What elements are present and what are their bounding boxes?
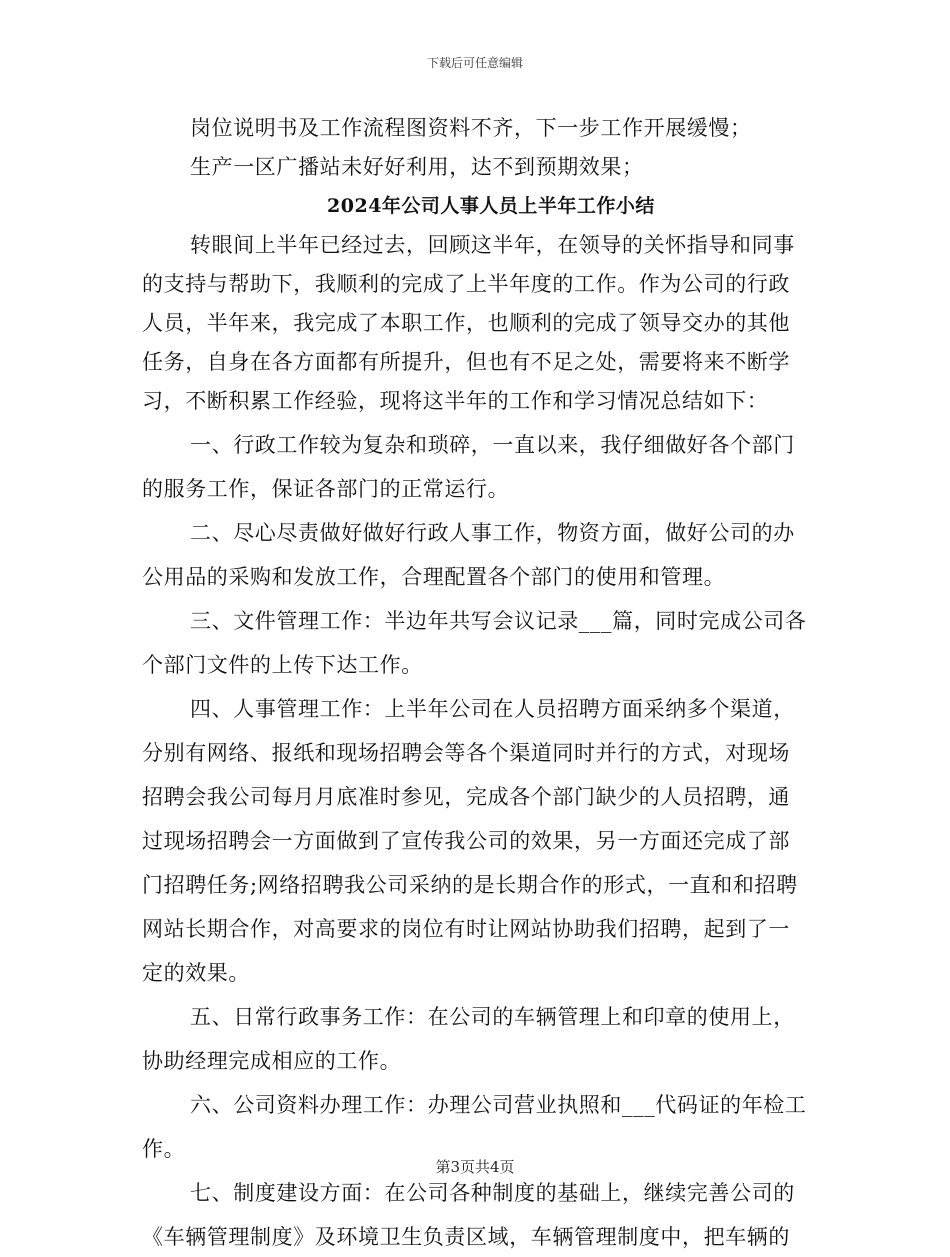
paragraph-line: 人员，半年来，我完成了本职工作，也顺利的完成了领导交办的其他 [142,311,790,335]
page-header: 下载后可任意编辑 [426,56,523,70]
paragraph-line: 五、日常行政事务工作：在公司的车辆管理上和印章的使用上， [190,1005,795,1029]
paragraph-line: 三、文件管理工作：半边年共写会议记录___篇，同时完成公司各 [190,609,807,633]
paragraph-line: 协助经理完成相应的工作。 [142,1049,402,1073]
paragraph-line: 网站长期合作，对高要求的岗位有时让网站协助我们招聘，起到了一 [142,917,790,941]
document-body [142,109,810,1257]
paragraph-line: 一、行政工作较为复杂和琐碎，一直以来，我仔细做好各个部门 [190,433,795,457]
paragraph-line: 七、制度建设方面：在公司各种制度的基础上，继续完善公司的 [190,1181,795,1205]
paragraph-line: 定的效果。 [142,961,250,985]
paragraph-line: 岗位说明书及工作流程图资料不齐，下一步工作开展缓慢； [190,116,752,140]
paragraph-line: 习，不断积累工作经验，现将这半年的工作和学习情况总结如下： [142,389,769,413]
paragraph-line: 任务，自身在各方面都有所提升，但也有不足之处，需要将来不断学 [142,350,790,374]
paragraph-line: 作。 [142,1137,186,1161]
paragraph-line: 六、公司资料办理工作：办理公司营业执照和___代码证的年检工 [190,1093,807,1117]
paragraph-line: 《车辆管理制度》及环境卫生负责区域，车辆管理制度中，把车辆的 [142,1225,790,1249]
paragraph-line: 分别有网络、报纸和现场招聘会等各个渠道同时并行的方式，对现场 [142,741,790,765]
paragraph-line: 二、尽心尽责做好做好行政人事工作，物资方面，做好公司的办 [190,521,795,545]
paragraph-line: 的支持与帮助下，我顺利的完成了上半年度的工作。作为公司的行政 [142,272,790,296]
paragraph-line: 的服务工作，保证各部门的正常运行。 [142,477,510,501]
paragraph-line: 过现场招聘会一方面做到了宣传我公司的效果，另一方面还完成了部 [142,829,790,853]
document-title: 2024年公司人事人员上半年工作小结 [327,195,655,217]
paragraph-line: 转眼间上半年已经过去，回顾这半年，在领导的关怀指导和同事 [190,233,795,257]
paragraph-line: 个部门文件的上传下达工作。 [142,653,423,677]
paragraph-line: 生产一区广播站未好好利用，达不到预期效果； [190,155,644,179]
paragraph-line: 门招聘任务;网络招聘我公司采纳的是长期合作的形式，一直和和招聘 [142,873,798,897]
paragraph-line: 四、人事管理工作：上半年公司在人员招聘方面采纳多个渠道， [190,697,795,721]
paragraph-line: 招聘会我公司每月月底准时参见，完成各个部门缺少的人员招聘，通 [142,785,790,809]
paragraph-line: 公用品的采购和发放工作，合理配置各个部门的使用和管理。 [142,565,726,589]
page-footer: 第3页共4页 [435,1158,515,1176]
